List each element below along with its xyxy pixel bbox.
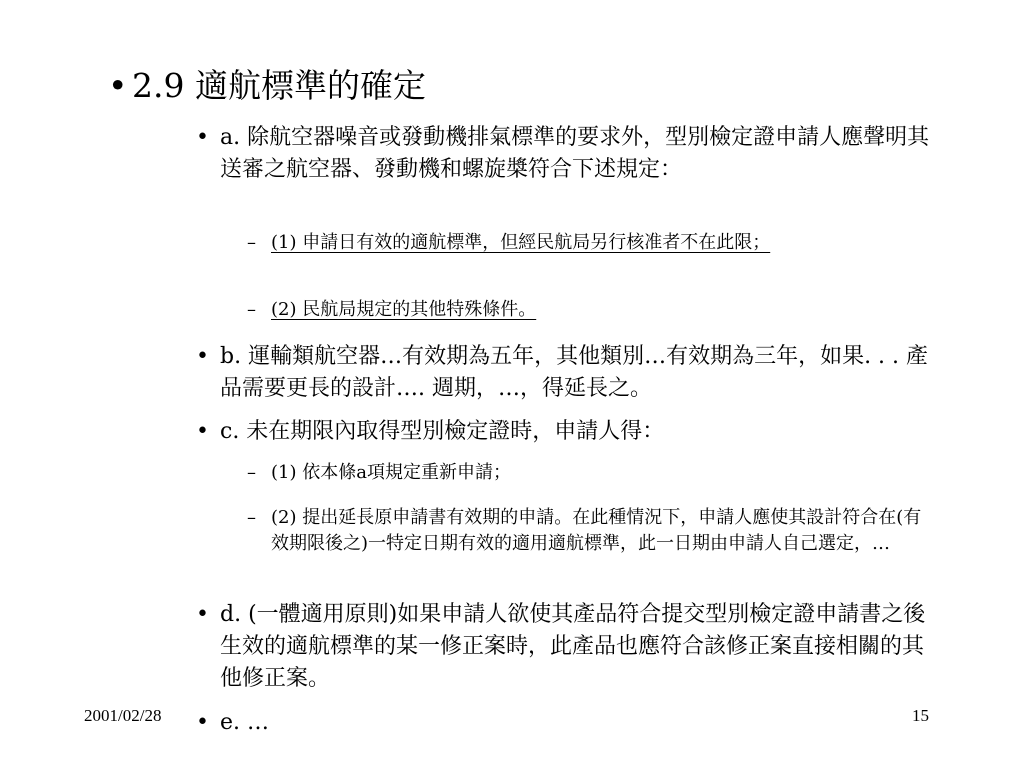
item-d [196, 599, 936, 695]
dash-icon: – [247, 299, 256, 320]
item-c-2-text: (2) 提出延長原申請書有效期的申請。在此種情況下，申請人應使其設計符合在(有效期限後之)一特定日期有效的適用適航標準，此一日期由申請人自己選定，… [271, 507, 922, 554]
item-e [196, 707, 936, 739]
item-a [196, 122, 936, 186]
item-a-1-text: (1) 申請日有效的適航標準，但經民航局另行核准者不在此限； [271, 232, 771, 253]
dash-icon: – [247, 462, 256, 483]
bullet-icon: • [196, 125, 209, 150]
item-e-text: e. … [220, 710, 270, 735]
item-c [196, 416, 936, 448]
page-number: 15 [912, 706, 929, 725]
bullet-icon: • [196, 710, 209, 735]
slide-heading [108, 66, 426, 106]
heading-text: 2.9 適航標準的確定 [132, 66, 426, 105]
bullet-icon: • [196, 602, 209, 627]
item-d-text: d. (一體適用原則)如果申請人欲使其產品符合提交型別檢定證申請書之後生效的適航標準的某一修正案時，此產品也應符合該修正案直接相關的其他修正案。 [220, 602, 926, 691]
item-a-2 [247, 297, 927, 323]
dash-icon: – [247, 232, 256, 253]
item-a-text: a. 除航空器噪音或發動機排氣標準的要求外，型別檢定證申請人應聲明其送審之航空器、發動機和螺旋槳符合下述規定： [220, 125, 930, 182]
dash-icon: – [247, 507, 256, 528]
item-c-text: c. 未在期限內取得型別檢定證時，申請人得： [220, 419, 665, 444]
item-b [196, 341, 936, 405]
item-b-text: b. 運輸類航空器…有效期為五年，其他類別…有效期為三年，如果. . . 產品需要更長的設計…. 週期，…，得延長之。 [220, 344, 929, 401]
item-c-2 [247, 505, 927, 557]
bullet-icon: • [196, 344, 209, 369]
item-a-2-text: (2) 民航局規定的其他特殊條件。 [271, 299, 537, 320]
bullet-icon: • [196, 419, 209, 444]
item-c-1-text: (1) 依本條a項規定重新申請； [271, 462, 511, 483]
item-c-1 [247, 460, 927, 486]
footer-date: 2001/02/28 [84, 706, 162, 725]
bullet-icon: • [108, 66, 128, 105]
item-a-1 [247, 230, 927, 256]
